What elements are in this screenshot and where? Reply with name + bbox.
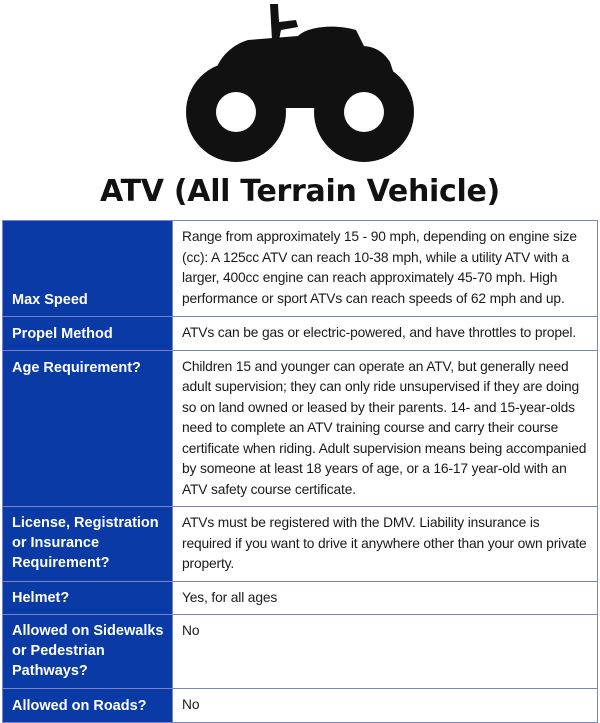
row-label: Age Requirement?	[3, 350, 173, 507]
row-value: Yes, for all ages	[173, 581, 598, 615]
atv-icon	[186, 0, 414, 170]
row-value: No	[173, 615, 598, 689]
row-value: ATVs must be registered with the DMV. Liability insurance is required if you want to drive it anywhere other than your own private property.	[173, 507, 598, 582]
row-label: Max Speed	[3, 221, 173, 317]
atv-info-table	[2, 220, 598, 723]
row-value: Children 15 and younger can operate an ATV, but generally need adult supervision; they can only ride unsupervised if they are doing so on land owned or leased by their parents. 14- and 15-year-olds need to complete an ATV training course and carry their course certificate when riding. Adult supervision means being accompanied by someone at least 18 years of age, or a 16-17 year-old with an ATV safety course certificate.	[173, 350, 598, 507]
page-title: ATV (All Terrain Vehicle)	[100, 174, 500, 209]
row-label: Helmet?	[3, 581, 173, 615]
table-row	[3, 615, 598, 689]
row-label: License, Registration or Insurance Requirement?	[3, 507, 173, 582]
row-value: ATVs can be gas or electric-powered, and have throttles to propel.	[173, 317, 598, 351]
table-row	[3, 507, 598, 582]
row-label: Allowed on Sidewalks or Pedestrian Pathways?	[3, 615, 173, 689]
table-row	[3, 689, 598, 723]
row-label: Propel Method	[3, 317, 173, 351]
table-row	[3, 581, 598, 615]
table-row	[3, 221, 598, 317]
row-value: No	[173, 689, 598, 723]
row-label: Allowed on Roads?	[3, 689, 173, 723]
row-value: Range from approximately 15 - 90 mph, depending on engine size (cc): A 125cc ATV can reach 10-38 mph, while a utility ATV with a larger, 400cc engine can reach approximately 45-70 mph. High performance or sport ATVs can reach speeds of 62 mph and up.	[173, 221, 598, 317]
table-row	[3, 317, 598, 351]
table-row	[3, 350, 598, 507]
